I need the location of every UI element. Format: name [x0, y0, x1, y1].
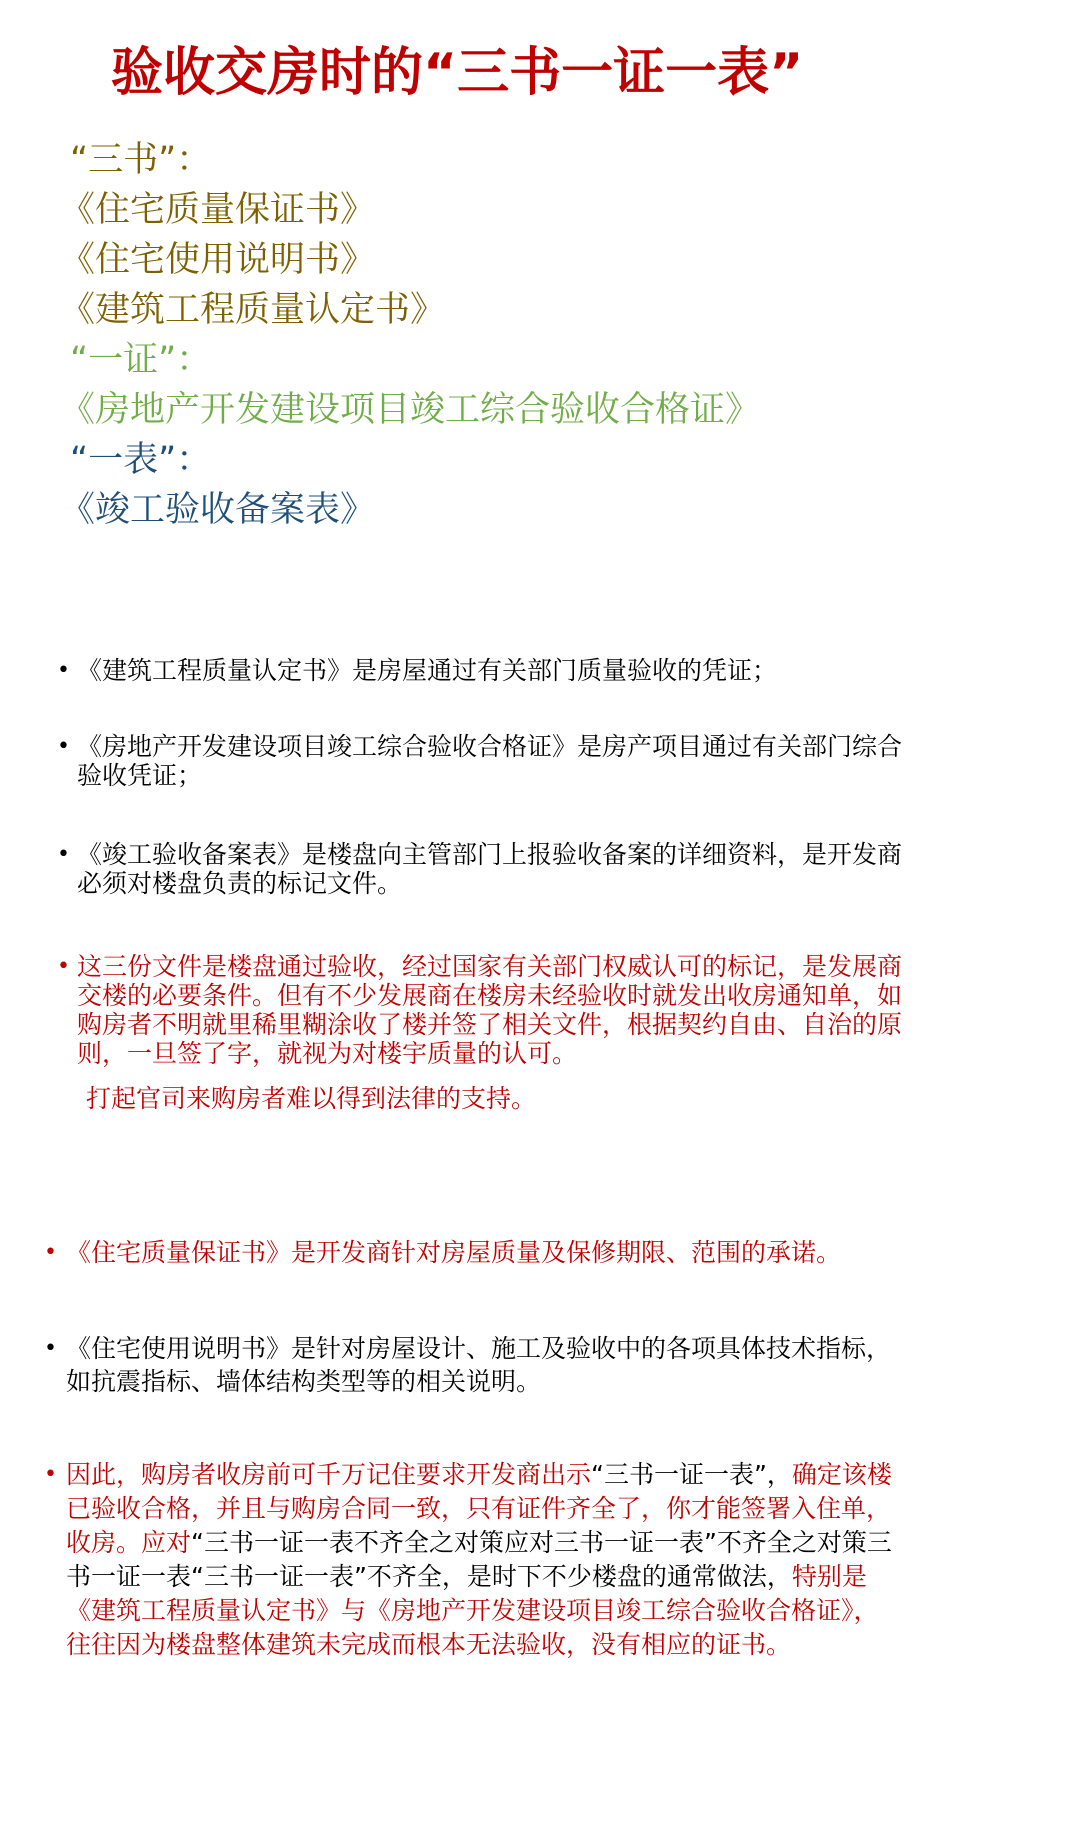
bullet-text-line-2: 已验收合格，并且与购房合同一致，只有证件齐全了，你才能签署入住单， [66, 1494, 892, 1523]
bullet-text-line-1: 《竣工验收备案表》是楼盘向主管部门上报验收备案的详细资料，是开发商 [77, 840, 903, 869]
bullet-text-line-1: 《房地产开发建设项目竣工综合验收合格证》是房产项目通过有关部门综合 [77, 732, 903, 761]
bullet-text-line-1: 这三份文件是楼盘通过验收，经过国家有关部门权威认可的标记，是发展商 [77, 952, 903, 981]
bullet-dot: • [57, 842, 70, 867]
bullet-sub-text: 打起官司来购房者难以得到法律的支持。 [86, 1084, 537, 1113]
sanshu-item-1: 《住宅质量保证书》 [60, 190, 376, 230]
bullet-item-3 [57, 840, 1037, 898]
yibiao-item: 《竣工验收备案表》 [60, 490, 376, 530]
bullet-text-line-4 [44, 1560, 1044, 1594]
bullet-item-6 [44, 1332, 1034, 1398]
bullet-item-2 [57, 732, 1037, 790]
bullet-item-4 [57, 952, 1037, 1068]
yizheng-label: “一证”： [70, 340, 212, 380]
text-run: “三书一证一表不齐全之对策应对三书一证一表”不齐全之对策三 [191, 1528, 892, 1557]
page-title: 验收交房时的“三书一证一表” [111, 43, 804, 103]
sanshu-item-2: 《住宅使用说明书》 [60, 240, 376, 280]
text-run: “三书一证一表”， [591, 1460, 792, 1489]
bullet-dot: • [44, 1336, 57, 1361]
bullet-item-5 [44, 1238, 1034, 1267]
bullet-dot: • [57, 658, 70, 683]
bullet-text-line-2: 交楼的必要条件。但有不少发展商在楼房未经验收时就发出收房通知单，如 [77, 981, 903, 1010]
bullet-text-line-2: 验收凭证； [77, 761, 203, 790]
sanshu-label: “三书”： [70, 140, 212, 180]
bullet-text-line-4: 则，一旦签了字，就视为对楼宇质量的认可。 [77, 1039, 578, 1068]
bullet-text-line-2: 必须对楼盘负责的标记文件。 [77, 869, 403, 898]
text-run: 因此，购房者收房前可千万记住要求开发商出示 [66, 1460, 592, 1489]
bullet-text-line-2: 如抗震指标、墙体结构类型等的相关说明。 [66, 1367, 542, 1396]
bullet-text-line-3: 购房者不明就里稀里糊涂收了楼并签了相关文件，根据契约自由、自治的原 [77, 1010, 903, 1039]
text-run: 确定该楼 [791, 1460, 892, 1489]
intro-list [60, 135, 1020, 535]
bullet-dot: • [44, 1462, 57, 1487]
sanshu-item-3: 《建筑工程质量认定书》 [60, 290, 446, 330]
text-run: 特别是 [791, 1562, 867, 1591]
bullet-text-line-3 [44, 1526, 1044, 1560]
bullet-dot: • [57, 954, 70, 979]
bullet-text: 《住宅质量保证书》是开发商针对房屋质量及保修期限、范围的承诺。 [66, 1238, 842, 1267]
bullet-text-line-1: 《住宅使用说明书》是针对房屋设计、施工及验收中的各项具体技术指标， [66, 1334, 892, 1363]
bullet-dot: • [44, 1240, 57, 1265]
text-run: “三书一证一表”不齐全，是时下不少楼盘的通常做法， [191, 1562, 792, 1591]
text-run: 书一证一表 [66, 1562, 192, 1591]
yizheng-item: 《房地产开发建设项目竣工综合验收合格证》 [60, 390, 761, 430]
text-run: 收房。应对 [66, 1528, 192, 1557]
bullet-item-1 [57, 656, 1037, 685]
bullet-text-line-1 [44, 1458, 1044, 1492]
bullet-text-line-6: 往往因为楼盘整体建筑未完成而根本无法验收，没有相应的证书。 [66, 1630, 792, 1659]
bullet-dot: • [57, 734, 70, 759]
bullet-item-7 [44, 1458, 1044, 1662]
bullet-text: 《建筑工程质量认定书》是房屋通过有关部门质量验收的凭证； [77, 656, 778, 685]
bullet-text-line-5: 《建筑工程质量认定书》与《房地产开发建设项目竣工综合验收合格证》， [66, 1596, 879, 1625]
yibiao-label: “一表”： [70, 440, 212, 480]
